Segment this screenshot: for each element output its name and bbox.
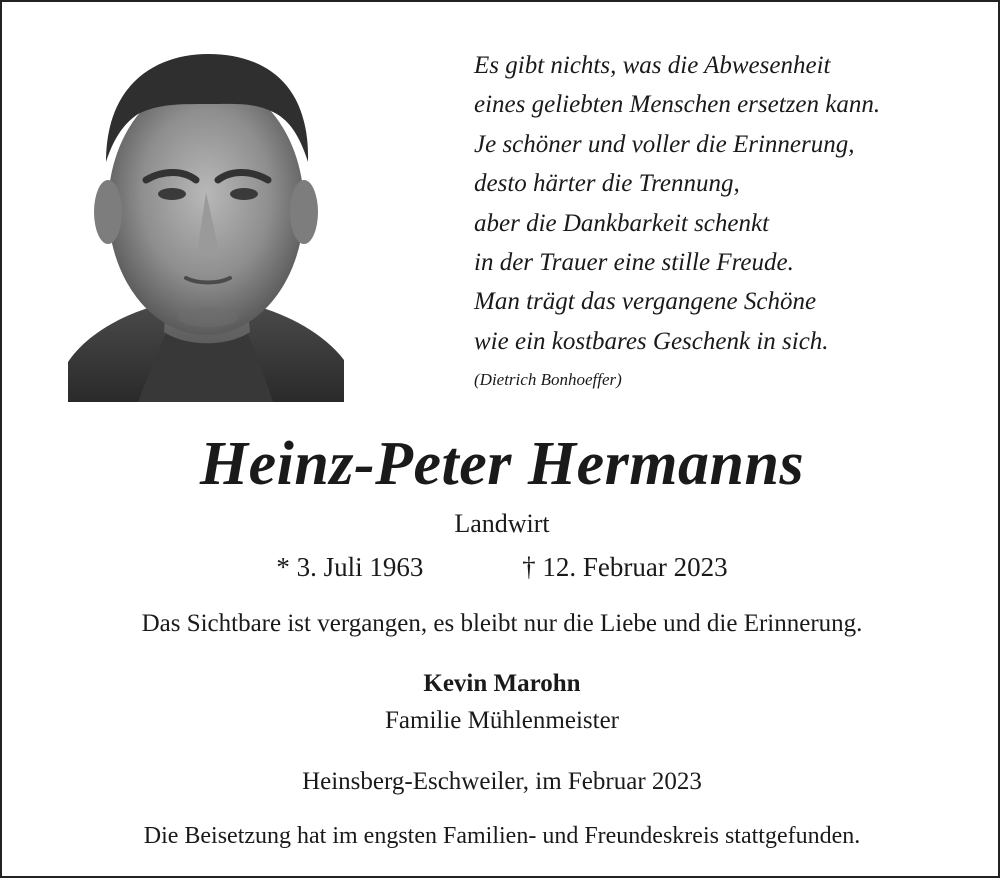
birth-date: * 3. Juli 1963	[276, 552, 424, 582]
poem-line: desto härter die Trennung,	[474, 170, 740, 198]
poem-attribution: (Dietrich Bonhoeffer)	[474, 370, 622, 390]
place-and-date: Heinsberg-Eschweiler, im Februar 2023	[302, 768, 702, 795]
deceased-occupation: Landwirt	[454, 509, 550, 538]
poem-line: aber die Dankbarkeit schenkt	[474, 209, 770, 237]
mourner-primary: Kevin Marohn	[423, 670, 581, 697]
poem-line: Je schöner und voller die Erinnerung,	[474, 130, 855, 158]
poem-line: wie ein kostbares Geschenk in sich.	[474, 327, 829, 355]
poem-line: Man trägt das vergangene Schöne	[474, 288, 817, 316]
life-dates	[2, 550, 1000, 584]
mourner-family: Familie Mühlenmeister	[385, 707, 619, 734]
portrait-image	[68, 42, 344, 402]
portrait-photo	[68, 42, 344, 402]
poem	[474, 46, 974, 391]
burial-notice: Die Beisetzung hat im engsten Familien- und Freundeskreis stattgefunden.	[143, 823, 861, 849]
poem-line: eines geliebten Menschen ersetzen kann.	[474, 91, 881, 119]
deceased-name: Heinz-Peter Hermanns	[199, 430, 805, 498]
memorial-quote: Das Sichtbare ist vergangen, es bleibt nur die Liebe und die Erinnerung.	[141, 610, 863, 637]
death-date: † 12. Februar 2023	[522, 552, 728, 582]
poem-line: Es gibt nichts, was die Abwesenheit	[474, 52, 831, 79]
poem-line: in der Trauer eine stille Freude.	[474, 249, 794, 277]
